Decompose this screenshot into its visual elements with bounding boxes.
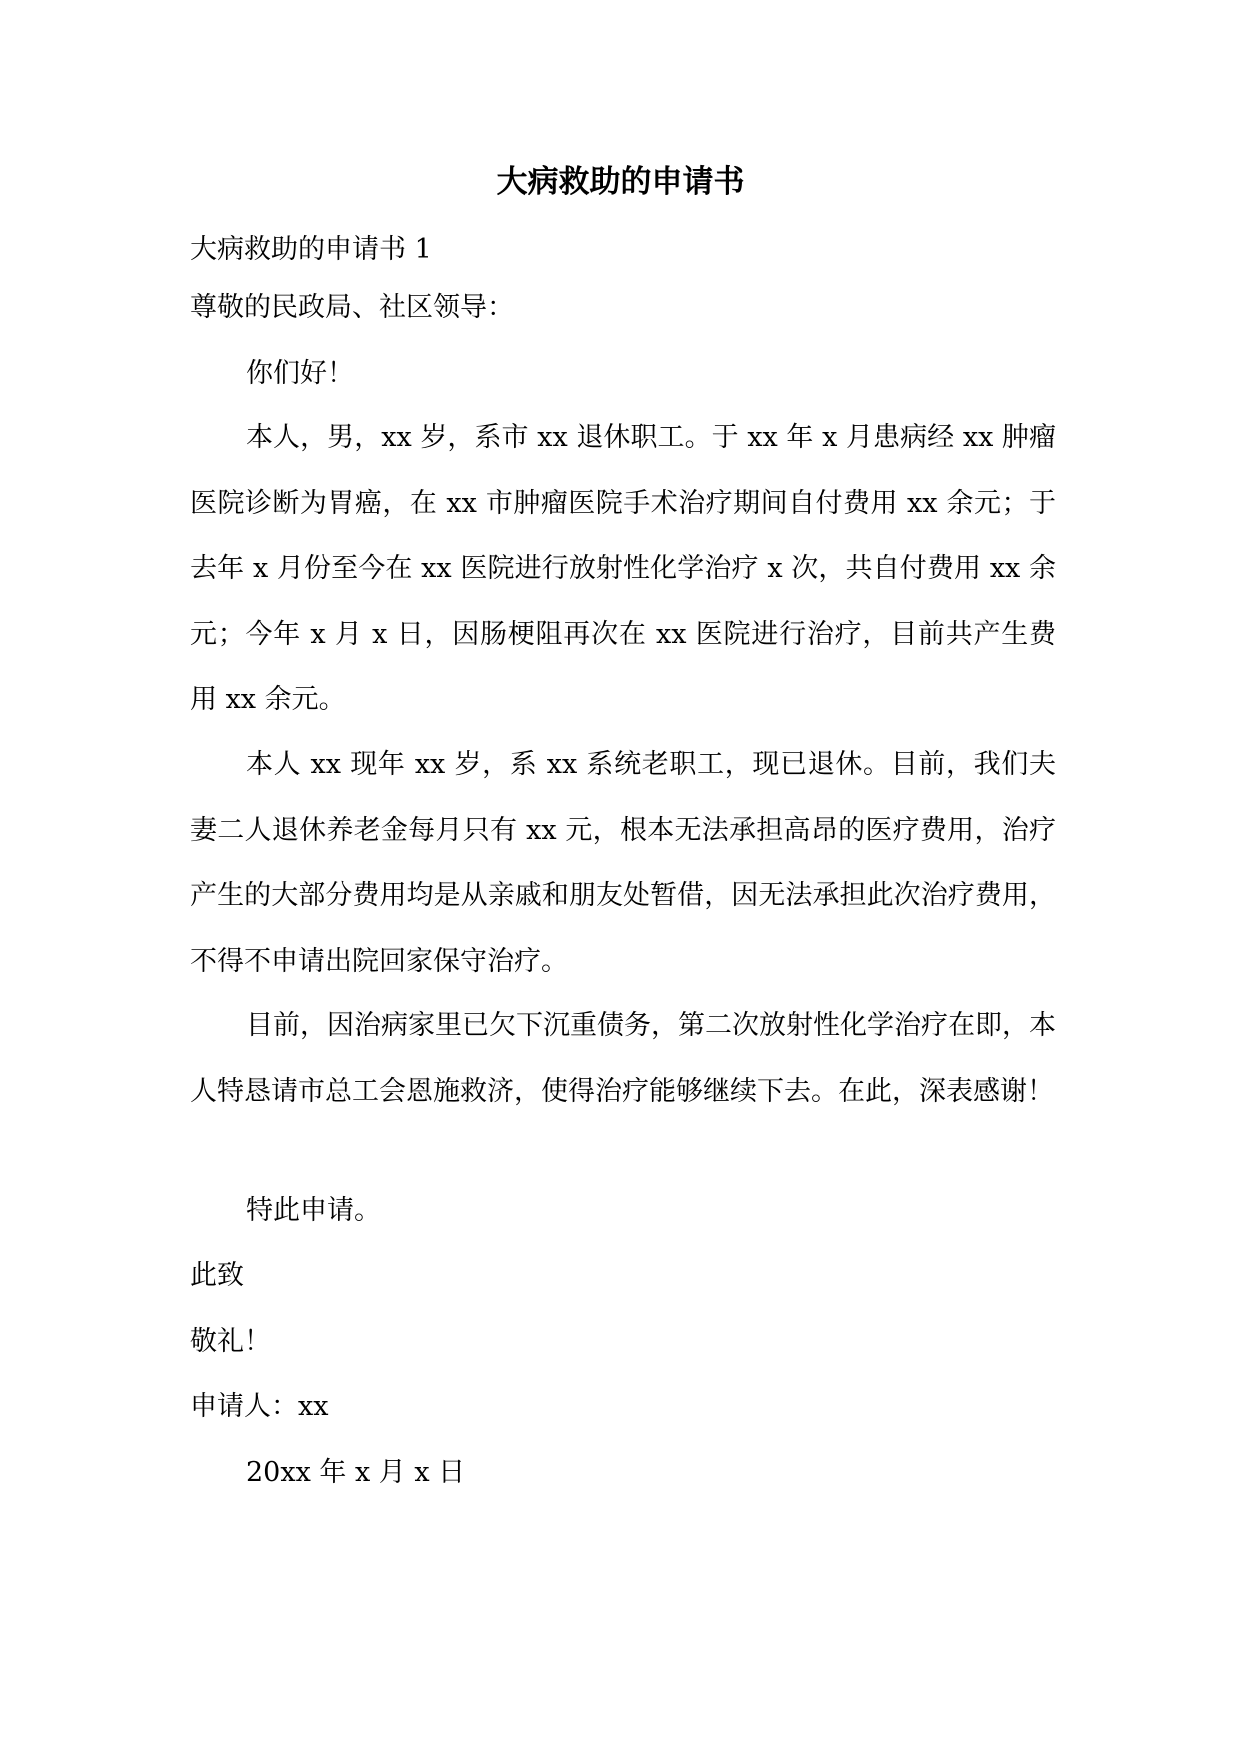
- date-line: 20xx 年 x 月 x 日: [246, 1457, 466, 1488]
- closing-phrase-2: 敬礼！: [190, 1326, 271, 1357]
- document-title: 大病救助的申请书: [496, 164, 745, 200]
- section-heading: 大病救助的申请书 1: [190, 234, 432, 265]
- paragraph-financial-situation: 本人 xx 现年 xx 岁，系 xx 系统老职工，现已退休。目前，我们夫妻二人退休养老金每月只有 xx 元，根本无法承担高昂的医疗费用，治疗产生的大部分费用均是从亲戚和朋友处暂借，因无法承担此次治疗费用，不得不申请出院回家保守治疗。: [190, 749, 1056, 977]
- paragraph-request: 目前，因治病家里已欠下沉重债务，第二次放射性化学治疗在即，本人特恳请市总工会恩施救济，使得治疗能够继续下去。在此，深表感谢！: [190, 1010, 1056, 1107]
- greeting: 你们好！: [246, 358, 354, 389]
- salutation: 尊敬的民政局、社区领导：: [190, 292, 514, 323]
- paragraph-medical-history: 本人，男，xx 岁，系市 xx 退休职工。于 xx 年 x 月患病经 xx 肿瘤医院诊断为胃癌，在 xx 市肿瘤医院手术治疗期间自付费用 xx 余元；于去年 x 月份至今在 xx 医院进行放射性化学治疗 x 次，共自付费用 xx 余元；今年 x 月 x 日，因肠梗阻再次在 xx 医院进行治疗，目前共产生费用 xx 余元。: [190, 422, 1056, 715]
- closing-request: 特此申请。: [246, 1195, 381, 1226]
- closing-phrase-1: 此致: [190, 1260, 244, 1291]
- applicant-line: 申请人：xx: [190, 1391, 329, 1422]
